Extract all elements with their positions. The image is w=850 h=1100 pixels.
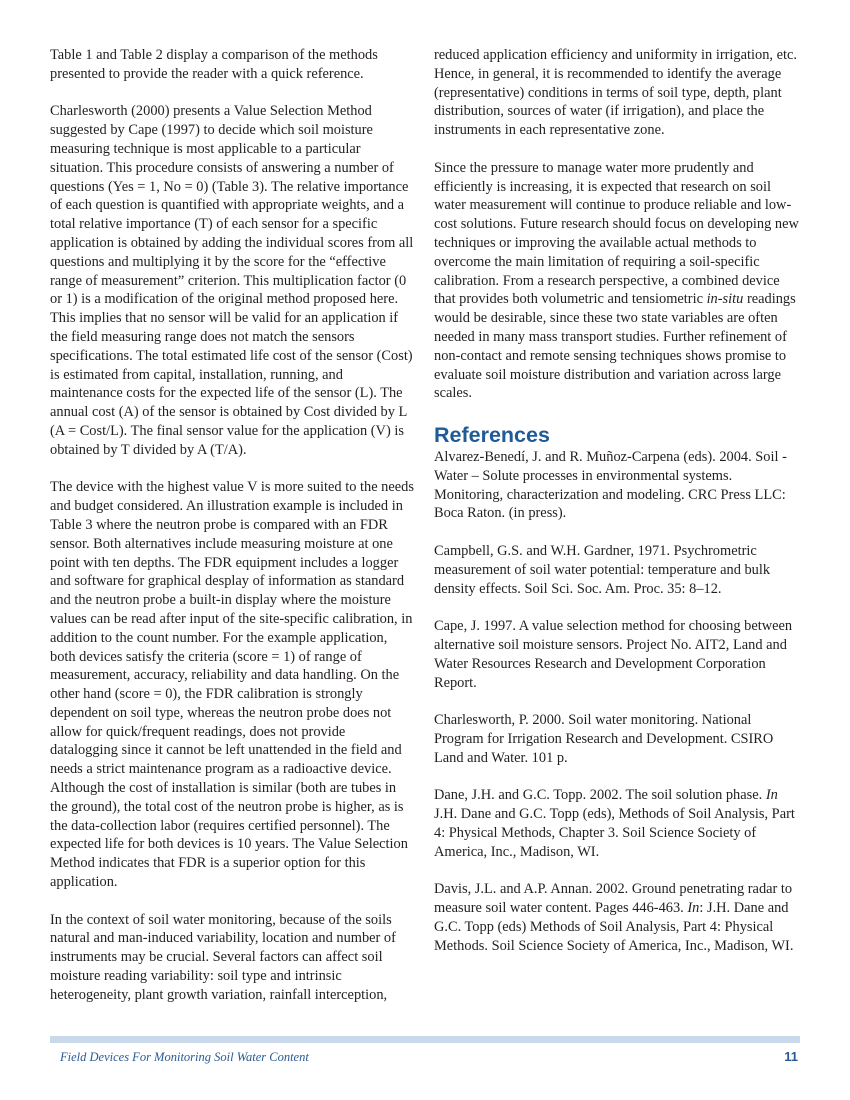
footer-rule (50, 1036, 800, 1043)
reference-entry: Alvarez-Benedí, J. and R. Muñoz-Carpena (eds). 2004. Soil - Water – Solute processes in environmental systems. Monitoring, characterization and modeling. CRC Press LLC: Boca Raton. (in press). (434, 448, 787, 522)
paragraph: The device with the highest value V is more suited to the needs and budget considered. An illustration example is included in Table 3 where the neutron probe is compared with an FDR sensor. Both alternatives include measuring moisture at one point with ten depths. The FDR equipment includes a logger and software for graphical desplay of information as standard and the neutron probe a built-in display where the moisture values can be read after input of the site-specific calibration, in addition to the count number. For the example application, both devices satisfy the criteria (score = 1) of range of measurement, accuracy, reliability and data handling. On the other hand (score = 0), the FDR calibration is strongly dependent on soil type, whereas the neutron probe does not allow for quick/frequent readings, does not provide datalogging since it cannot be left unattended in the field and needs a strict maintenance program as a radioactive device. Although the cost of installation is similar (both are tubes in the ground), the total cost of the neutron probe is higher, as is the data-collection labor (requires certified personnel). The expected life for both devices is 10 years. The Value Selection Method indicates that FDR is a superior option for this application. (50, 479, 414, 891)
paragraph: reduced application efficiency and uniformity in irrigation, etc. Hence, in general, it is recommended to identify the average (representative) conditions in terms of soil type, depth, plant distribution, sources of water (if irrigation), and place the instruments in each representative zone. (434, 47, 797, 139)
left-column (50, 46, 416, 1023)
text-run: readings would be desirable, since these two state variables are often needed in many mass transport studies. Further refinement of non-contact and remote sensing techniques shows promise to evaluate soil moisture distribution and variation across large scales. (434, 291, 796, 402)
page-number: 11 (784, 1049, 798, 1064)
text-run: : J.H. Dane and G.C. Topp (eds) Methods of Soil Analysis, Part 4: Physical Methods. Soil Science Society of America, Inc., Madison, WI. (434, 900, 794, 954)
text-run: Dane, J.H. and G.C. Topp. 2002. The soil solution phase. (434, 787, 766, 804)
paragraph (434, 159, 800, 403)
references-heading: References (434, 422, 550, 447)
reference-entry (434, 786, 800, 861)
paragraph: Charlesworth (2000) presents a Value Selection Method suggested by Cape (1997) to decide which soil moisture measuring technique is most applicable to a particular situation. This procedure consists of answering a number of questions (Yes = 1, No = 0) (Table 3). The relative importance of each question is quantified with appropriate weights, and a total relative importance (T) of each sensor for a specific application is obtained by adding the individual scores from all questions and multiplying it by the score for the “effective range of measurement” criterion. This multiplication factor (0 or 1) is a modification of the original method proposed here. This implies that no sensor will be valid for an application if the field measuring range does not match the sensors specifications. The total estimated life cost of the sensor (Cost) is estimated from capital, installation, running, and maintenance costs for the expected life of the sensor (L). The annual cost (A) of the sensor is obtained by Cost divided by L (A = Cost/L). The final sensor value for the application (V) is obtained by T divided by A (T/A). (50, 103, 414, 458)
italic-term: In (687, 900, 700, 917)
footer-title: Field Devices For Monitoring Soil Water Content (60, 1050, 309, 1064)
text-run: J.H. Dane and G.C. Topp (eds), Methods of Soil Analysis, Part 4: Physical Methods, Chapter 3. Soil Science Society of America, Inc., Madison, WI. (434, 806, 795, 860)
paragraph: In the context of soil water monitoring, because of the soils natural and man-induced variability, location and number of instruments may be crucial. Several factors can affect soil moisture reading variability: soil type and intrinsic heterogeneity, plant growth variation, rainfall interception, (50, 911, 396, 1003)
right-column (434, 46, 800, 974)
italic-term: in-situ (706, 291, 744, 308)
reference-entry: Charlesworth, P. 2000. Soil water monitoring. National Program for Irrigation Research and Development. CSIRO Land and Water. 101 p. (434, 712, 774, 766)
paragraph: Table 1 and Table 2 display a comparison of the methods presented to provide the reader with a quick reference. (50, 47, 378, 82)
reference-entry: Cape, J. 1997. A value selection method for choosing between alternative soil moisture sensors. Project No. AIT2, Land and Water Resources Research and Development Corporation Report. (434, 618, 793, 691)
italic-term: In (765, 787, 778, 804)
reference-entry: Campbell, G.S. and W.H. Gardner, 1971. Psychrometric measurement of soil water potential: temperature and bulk density effects. Soil Sci. Soc. Am. Proc. 35: 8–12. (434, 542, 771, 597)
reference-entry (434, 880, 800, 955)
text-run: Davis, J.L. and A.P. Annan. 2002. Ground penetrating radar to measure soil water content. Pages 446-463. (434, 881, 793, 917)
text-run: Since the pressure to manage water more prudently and efficiently is increasing, it is expected that research on soil water measurement will continue to produce reliable and low-cost solutions. Future research should focus on developing new techniques or improving the available actual methods to overcome the main limitation of requiring a soil-specific calibration. From a research perspective, a combined device that provides both volumetric and tensiometric (434, 159, 799, 308)
